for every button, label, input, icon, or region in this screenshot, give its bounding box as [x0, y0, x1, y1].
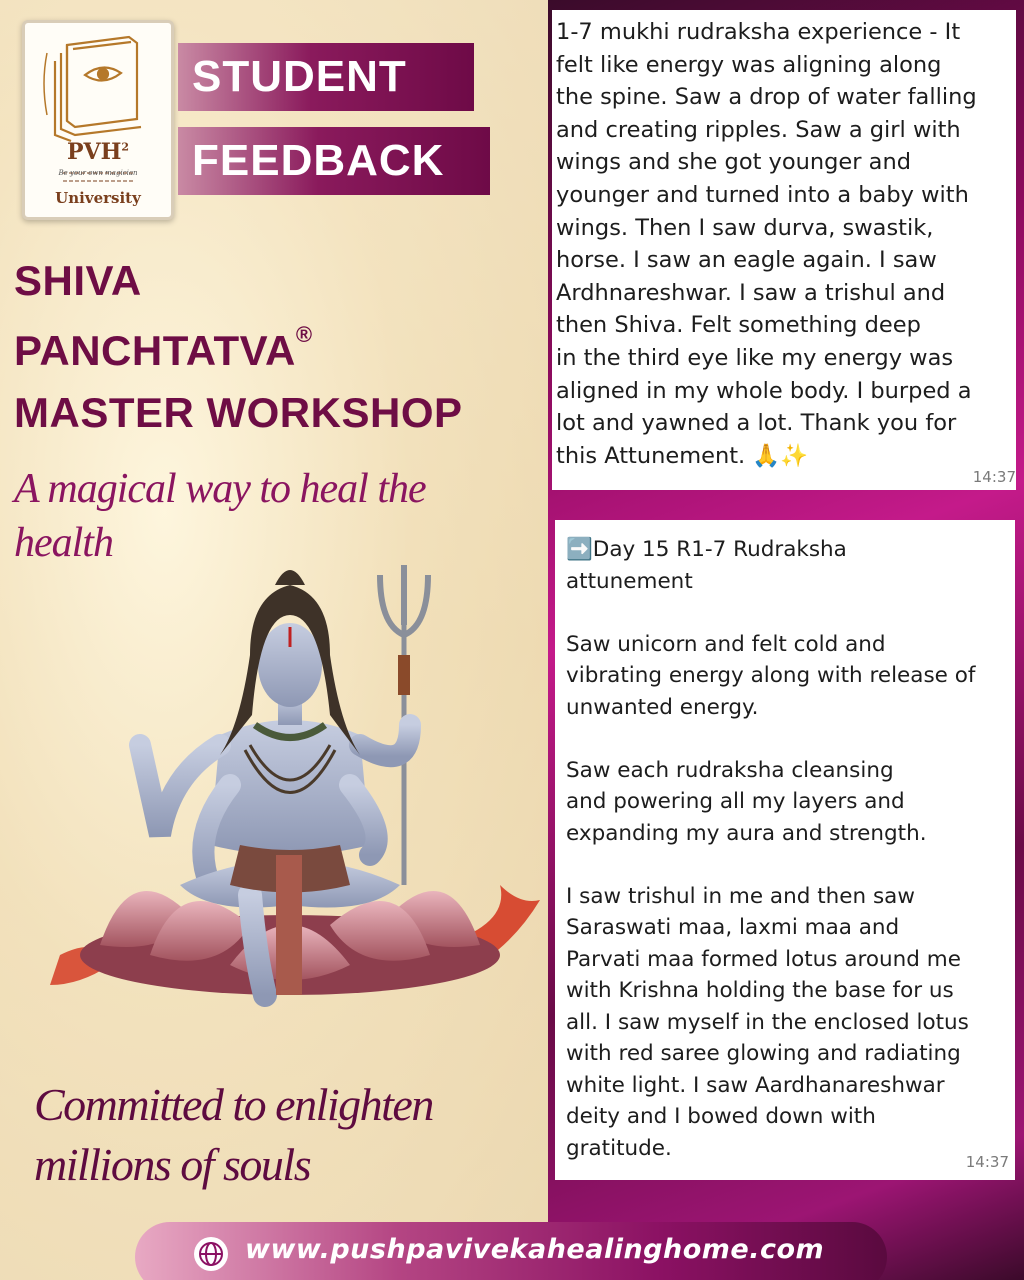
banner-student: STUDENT — [178, 43, 474, 111]
globe-icon — [193, 1236, 229, 1272]
feedback-card-2 — [555, 520, 1015, 1180]
registered-mark: ® — [295, 322, 313, 347]
feedback-card-1 — [552, 10, 1016, 490]
logo-tagline: Be your own magician — [58, 169, 138, 177]
book-eye-logo-icon — [25, 23, 171, 217]
commitment-text: Committed to enlighten millions of souls — [34, 1079, 433, 1190]
website-banner[interactable] — [135, 1222, 887, 1280]
feedback-time-1: 14:37 — [972, 468, 1016, 487]
feedback-text-1: 1-7 mukhi rudraksha experience - It felt like energy was aligning along the spine. Saw a drop of water falling and creating ripples. Saw a girl with wings and she got younger and younger and turned into a baby with wings. Then I saw durva, swastik, horse. I saw an eagle again. I saw Ardhnareshwar. I saw a trishul and then Shiva. Felt something deep in the third eye like my energy was aligned in my whole body. I burped a lot and yawned a lot. Thank you for this Attunement. 🙏✨ — [556, 19, 977, 469]
workshop-title-line1: SHIVA — [14, 257, 142, 304]
website-url-link[interactable]: www.pushpavivekahealinghome.com — [245, 1234, 825, 1265]
shiva-on-lotus-illustration — [40, 555, 540, 1045]
banner-feedback: FEEDBACK — [178, 127, 490, 195]
workshop-title-line2: PANCHTATVA® — [14, 322, 313, 374]
tagline: A magical way to heal the health — [14, 466, 426, 566]
university-logo — [22, 20, 174, 220]
logo-university: University — [55, 189, 141, 207]
workshop-title-line3: MASTER WORKSHOP — [14, 389, 463, 436]
workshop-title — [14, 250, 544, 444]
feedback-time-2: 14:37 — [965, 1152, 1009, 1171]
feedback-text-2: ➡️Day 15 R1-7 Rudraksha attunement Saw unicorn and felt cold and vibrating energy along with release of unwanted energy. Saw each rudraksha cleansing and powering all my layers and expanding my aura and strength. I saw trishul in me and then saw Saraswati maa, laxmi maa and Parvati maa formed lotus around me with Krishna holding the base for us all. I saw myself in the enclosed lotus with red saree glowing and radiating white light. I saw Aardhanareshwar deity and I bowed down with gratitude. — [566, 537, 976, 1161]
logo-brand: PVH$^2$ — [66, 139, 130, 165]
